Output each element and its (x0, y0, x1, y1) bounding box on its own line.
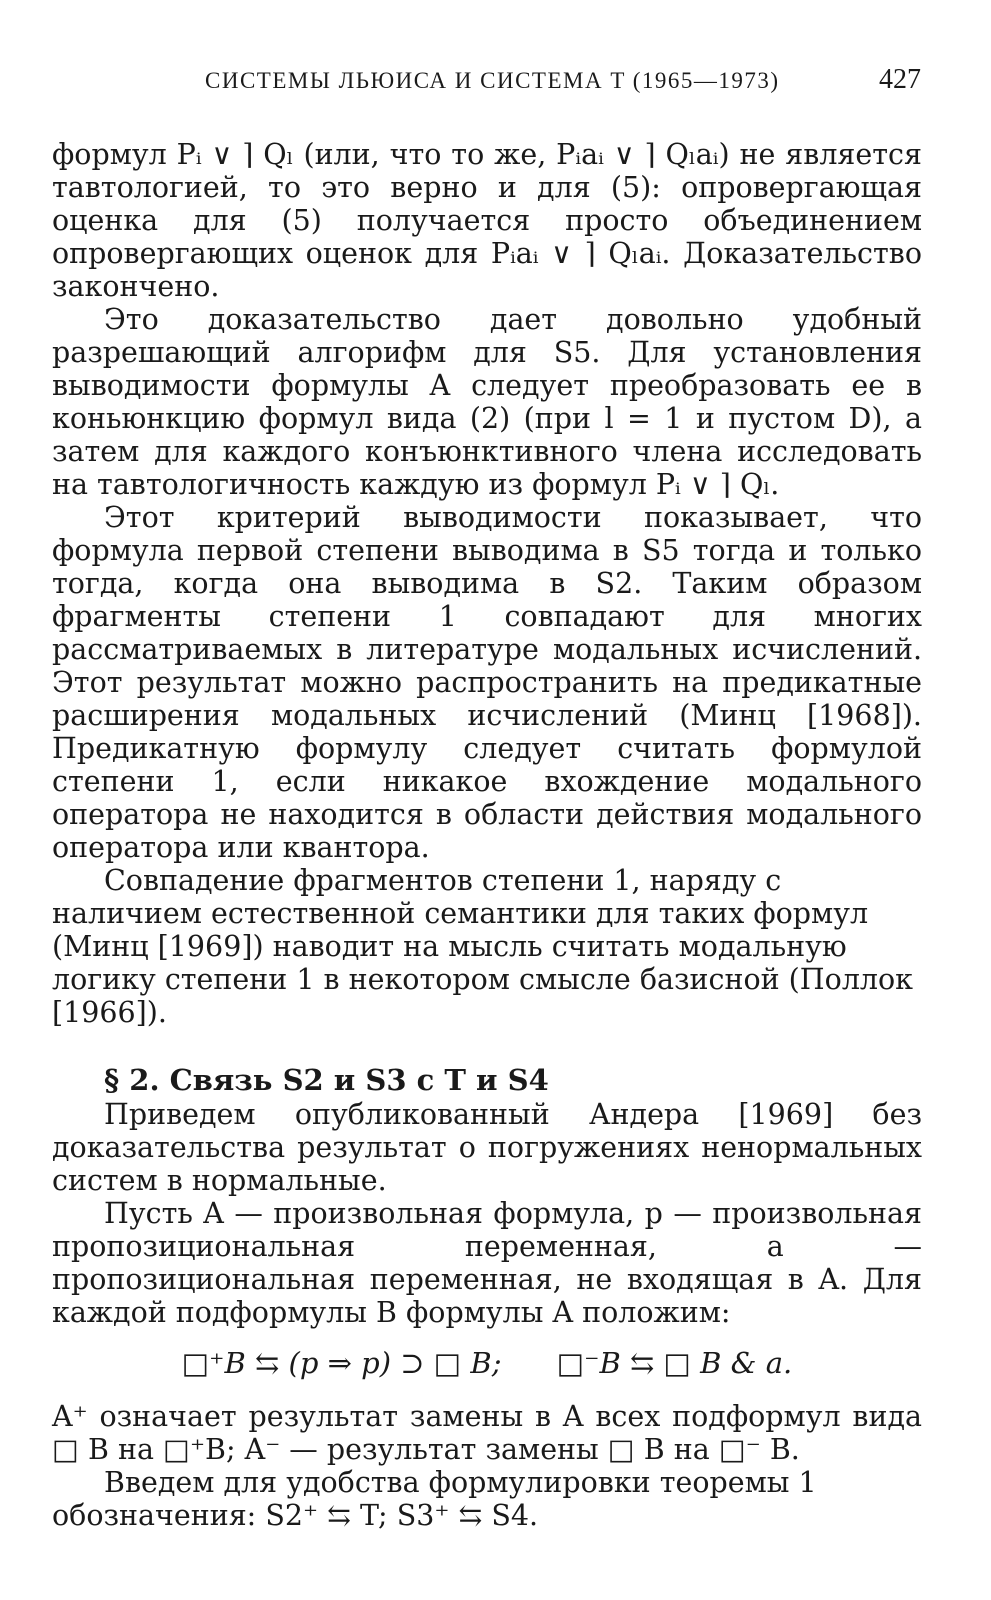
page-number: 427 (879, 64, 921, 95)
paragraph-derivability-criterion: Этот критерий выводимости показывает, что формула первой степени выводима в S5 тогда и только тогда, когда она выводима в S2. Таким образом фрагменты степени 1 совпадают для многих рассматриваемых в литературе модальных исчислений. Этот результат можно распространить на предикатные расширения модальных исчислений (Минц [1968]). Предикатную формулу следует считать формулой степени 1, если никакое вхождение модального оператора не находится в области действия модального оператора или квантора. (52, 501, 922, 864)
paragraph-decision-algorithm: Это доказательство дает довольно удобный разрешающий алгорифм для S5. Для установления выводимости формулы A следует преобразовать ее в коньюнкцию формул вида (2) (при l = 1 и пустом D), а затем для каждого конъюнктивного члена исследовать на тавтологичность каждую из формул Pᵢ ∨ ⌉ Qₗ. (52, 303, 922, 501)
paragraph-definitions: Пусть A — произвольная формула, p — произвольная пропозициональная переменная, a — пропозициональная переменная, не входящая в A. Для каждой подформулы B формулы A положим: (52, 1197, 922, 1329)
page-body (52, 138, 922, 1532)
paragraph-proof-end: формул Pᵢ ∨ ⌉ Qₗ (или, что то же, Pᵢaᵢ ∨ ⌉ Qₗaᵢ) не является тавтологией, то это верно и для (5): опровергающая оценка для (5) получается просто объединением опровергающих оценок для Pᵢaᵢ ∨ ⌉ Qₗaᵢ. Доказательство закончено. (52, 138, 922, 303)
paragraph-notation: Введем для удобства формулировки теоремы 1 обозначения: S2⁺ ⇆ T; S3⁺ ⇆ S4. (52, 1466, 817, 1532)
paragraph-substitution: A⁺ означает результат замены в A всех подформул вида □ B на □⁺B; A⁻ — результат замены □ B на □⁻ B. (52, 1400, 922, 1466)
display-formula: □⁺B ⇆ (p ⇒ p) ⊃ □ B; □⁻B ⇆ □ B & a. (181, 1346, 793, 1380)
page-header (205, 64, 921, 104)
running-title: СИСТЕМЫ ЛЬЮИСА И СИСТЕМА T (1965—1973) (205, 68, 780, 93)
paragraph-andera-result: Приведем опубликованный Андера [1969] без доказательства результат о погружениях ненормальных систем в нормальные. (52, 1098, 922, 1197)
paragraph-degree-one-coincidence: Совпадение фрагментов степени 1, наряду с наличием естественной семантики для таких формул (Минц [1969]) наводит на мысль считать модальную логику степени 1 в некотором смысле базисной (Поллок [1966]). (52, 864, 913, 1029)
section-heading: § 2. Связь S2 и S3 с T и S4 (104, 1063, 549, 1097)
